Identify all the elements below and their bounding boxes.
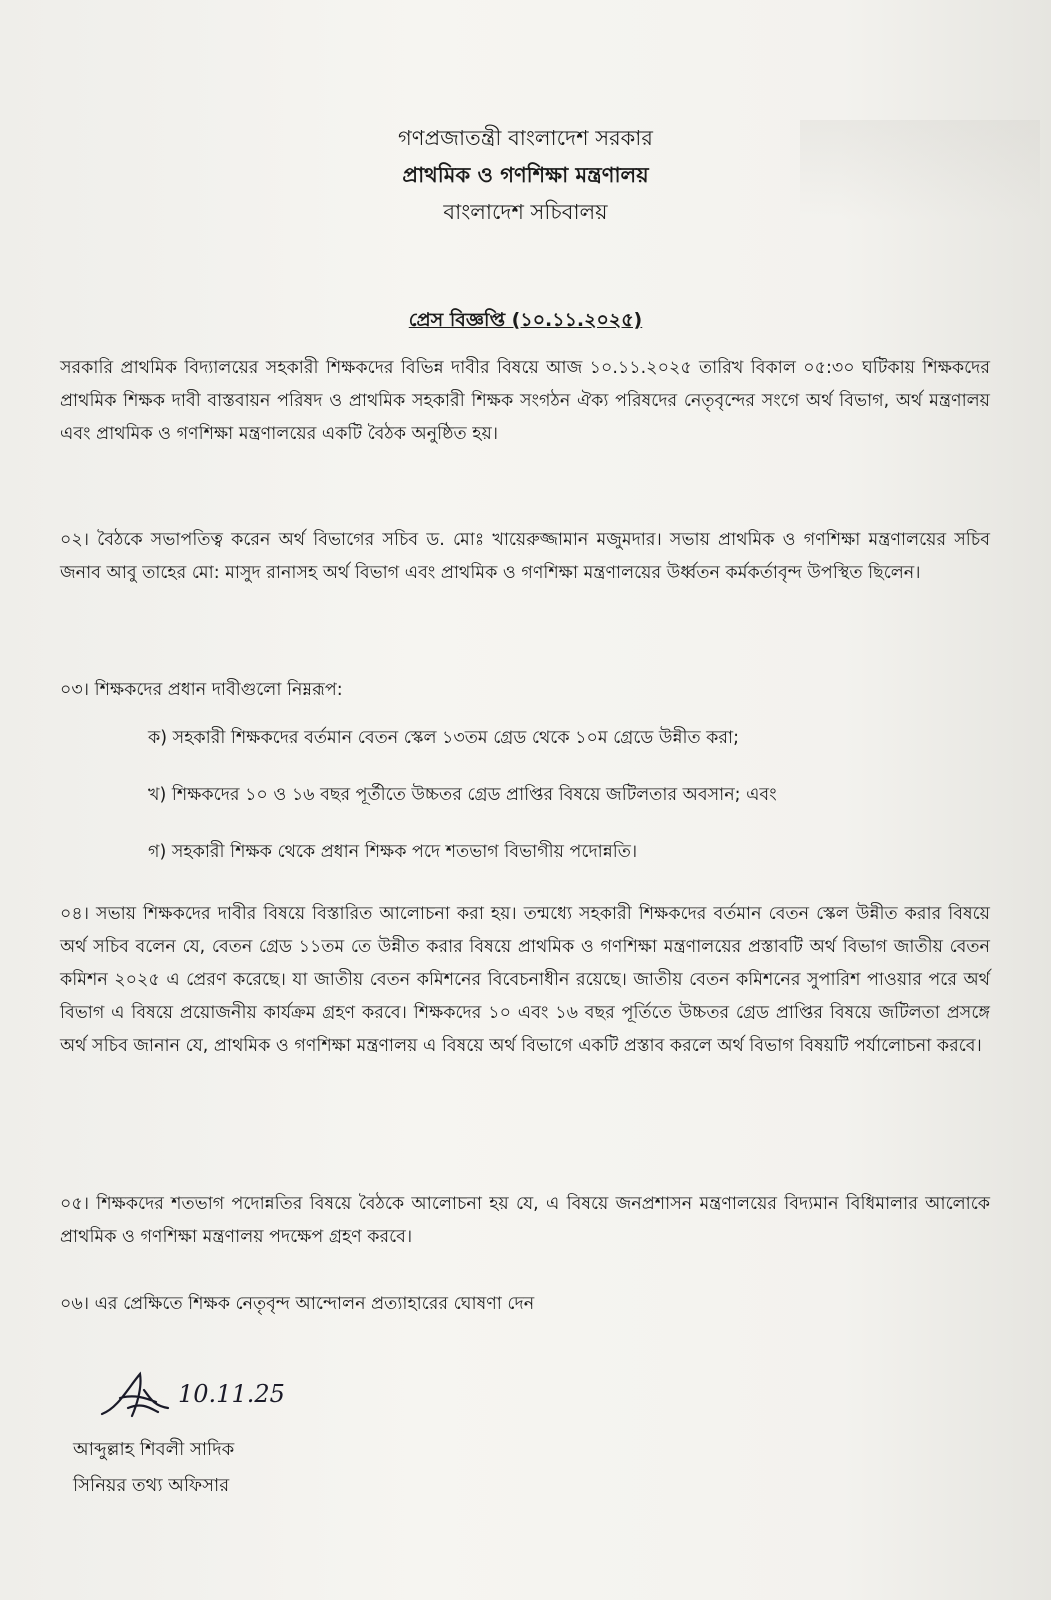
signatory-name: আব্দুল্লাহ শিবলী সাদিক [73, 1439, 235, 1460]
signatory-block [73, 1432, 234, 1504]
paragraph-2: ০২। বৈঠকে সভাপতিত্ব করেন অর্থ বিভাগের সচিব ড. মোঃ খায়েরুজ্জামান মজুমদার। সভায় প্রাথমিক ও গণশিক্ষা মন্ত্রণালয়ের সচিব জনাব আবু তাহের মো: মাসুদ রানাসহ অর্থ বিভাগ এবং প্রাথমিক ও গণশিক্ষা মন্ত্রণালয়ের উর্ধ্বতন কর্মকর্তাবৃন্দ উপস্থিত ছিলেন। [60, 530, 990, 583]
letterhead [0, 120, 1051, 231]
paragraph-1: সরকারি প্রাথমিক বিদ্যালয়ের সহকারী শিক্ষকদের বিভিন্ন দাবীর বিষয়ে আজ ১০.১১.২০২৫ তারিখ বিকাল ০৫:৩০ ঘটিকায় শিক্ষকদের প্রাথমিক শিক্ষক দাবী বাস্তবায়ন পরিষদ ও প্রাথমিক সহকারী শিক্ষক সংগঠন ঐক্য পরিষদের নেতৃবৃন্দের সংগে অর্থ বিভাগ, অর্থ মন্ত্রণালয় এবং প্রাথমিক ও গণশিক্ষা মন্ত্রণালয়ের একটি বৈঠক অনুষ্ঠিত হয়। [60, 358, 990, 444]
signatory-designation: সিনিয়র তথ্য অফিসার [73, 1475, 230, 1496]
ministry-name: প্রাথমিক ও গণশিক্ষা মন্ত্রণালয় [402, 163, 649, 187]
handwritten-signature [98, 1368, 348, 1426]
demand-item-kha: খ) শিক্ষকদের ১০ ও ১৬ বছর পূর্তীতে উচ্চতর গ্রেড প্রাপ্তির বিষয়ে জটিলতার অবসান; এবং [148, 785, 777, 805]
paragraph-3: ০৩। শিক্ষকদের প্রধান দাবীগুলো নিম্নরূপ: [60, 680, 343, 700]
paragraph-4: ০৪। সভায় শিক্ষকদের দাবীর বিষয়ে বিস্তারিত আলোচনা করা হয়। তন্মধ্যে সহকারী শিক্ষকদের বর্তমান বেতন স্কেল উন্নীত করার বিষয়ে অর্থ সচিব বলেন যে, বেতন গ্রেড ১১তম তে উন্নীত করার বিষয়ে প্রাথমিক ও গণশিক্ষা মন্ত্রণালয়ের প্রস্তাবটি অর্থ বিভাগ জাতীয় বেতন কমিশন ২০২৫ এ প্রেরণ করেছে। যা জাতীয় বেতন কমিশনের বিবেচনাধীন রয়েছে। জাতীয় বেতন কমিশনের সুপারিশ পাওয়ার পরে অর্থ বিভাগ এ বিষয়ে প্রয়োজনীয় কার্যক্রম গ্রহণ করবে। শিক্ষকদের ১০ এবং ১৬ বছর পূর্তিতে উচ্চতর গ্রেড প্রাপ্তির বিষয়ে জটিলতা প্রসঙ্গে অর্থ সচিব জানান যে, প্রাথমিক ও গণশিক্ষা মন্ত্রণালয় এ বিষয়ে অর্থ বিভাগে একটি প্রস্তাব করলে অর্থ বিভাগ বিষয়টি পর্যালোচনা করবে। [60, 904, 990, 1056]
demand-item-ga: গ) সহকারী শিক্ষক থেকে প্রধান শিক্ষক পদে শতভাগ বিভাগীয় পদোন্নতি। [148, 842, 638, 862]
government-name: গণপ্রজাতন্ত্রী বাংলাদেশ সরকার [398, 126, 653, 150]
paragraph-6: ০৬। এর প্রেক্ষিতে শিক্ষক নেতৃবৃন্দ আন্দোলন প্রত্যাহারের ঘোষণা দেন [60, 1294, 535, 1314]
paragraph-5: ০৫। শিক্ষকদের শতভাগ পদোন্নতির বিষয়ে বৈঠকে আলোচনা হয় যে, এ বিষয়ে জনপ্রশাসন মন্ত্রণালয়ের বিদ্যমান বিধিমালার আলোকে প্রাথমিক ও গণশিক্ষা মন্ত্রণালয় পদক্ষেপ গ্রহণ করবে। [60, 1194, 990, 1247]
handwritten-date: 10.11.25 [178, 1380, 285, 1408]
secretariat-name: বাংলাদেশ সচিবালয় [443, 200, 608, 224]
press-release-title: প্রেস বিজ্ঞপ্তি (১০.১১.২০২৫) [408, 309, 643, 331]
demand-item-ka: ক) সহকারী শিক্ষকদের বর্তমান বেতন স্কেল ১৩তম গ্রেড থেকে ১০ম গ্রেডে উন্নীত করা; [148, 728, 739, 748]
